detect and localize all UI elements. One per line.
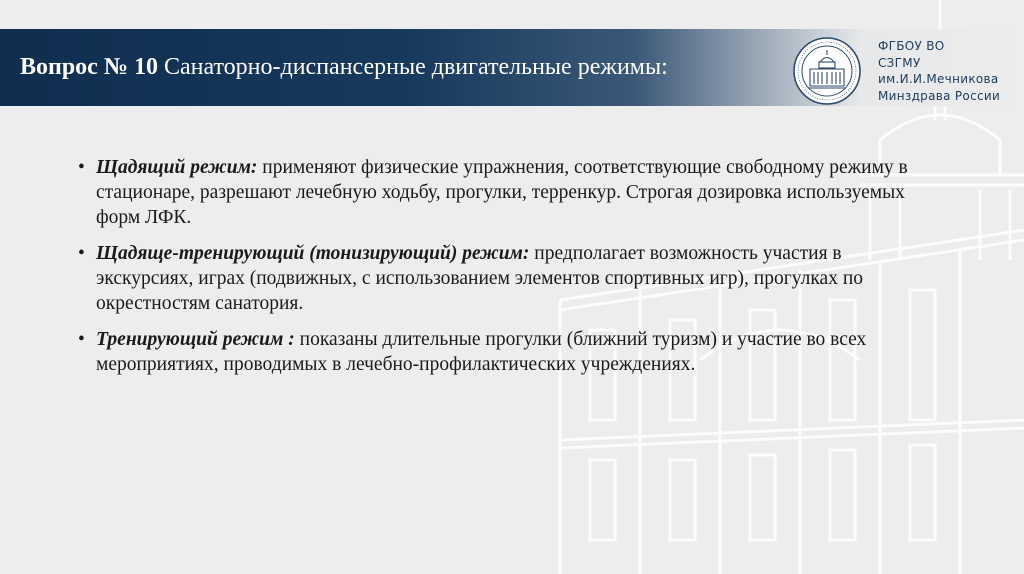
item-text: применяют физические упражнения, соответствующие свободному режиму в стационаре, разрешают лечебную ходьбу, прогулки, терренкур. Строгая дозировка используемых форм ЛФК. xyxy=(96,157,908,228)
org-line-4: Минздрава России xyxy=(878,88,1001,103)
list-item xyxy=(72,327,942,377)
org-line-1: ФГБОУ ВО xyxy=(878,39,945,53)
org-line-2: СЗГМУ xyxy=(878,55,921,70)
org-line-3: им.И.И.Мечникова xyxy=(878,72,999,86)
university-seal-icon xyxy=(792,36,862,106)
organization-name xyxy=(878,38,1018,104)
title-text: Санаторно-диспансерные двигательные режимы: xyxy=(163,54,668,80)
bullet-icon: • xyxy=(78,157,85,178)
item-text: предполагает возможность участия в экскурсиях, играх (подвижных, с использованием элементов спортивных игр), прогулках по окрестностям санатория. xyxy=(96,243,864,314)
item-term: Щадяще-тренирующий (тонизирующий) режим: xyxy=(96,243,530,264)
item-term: Щадящий режим: xyxy=(96,157,258,178)
item-text: показаны длительные прогулки (ближний туризм) и участие во всех мероприятиях, проводимых в лечебно-профилактических учреждениях. xyxy=(96,329,867,375)
question-number: Вопрос № 10 xyxy=(20,54,158,80)
page-title xyxy=(20,45,668,90)
bullet-icon: • xyxy=(78,243,85,264)
content-list xyxy=(72,155,942,388)
list-item xyxy=(72,241,942,316)
list-item xyxy=(72,155,942,230)
item-term: Тренирующий режим : xyxy=(96,329,295,350)
bullet-icon: • xyxy=(78,329,85,350)
header-bar xyxy=(0,29,1024,106)
